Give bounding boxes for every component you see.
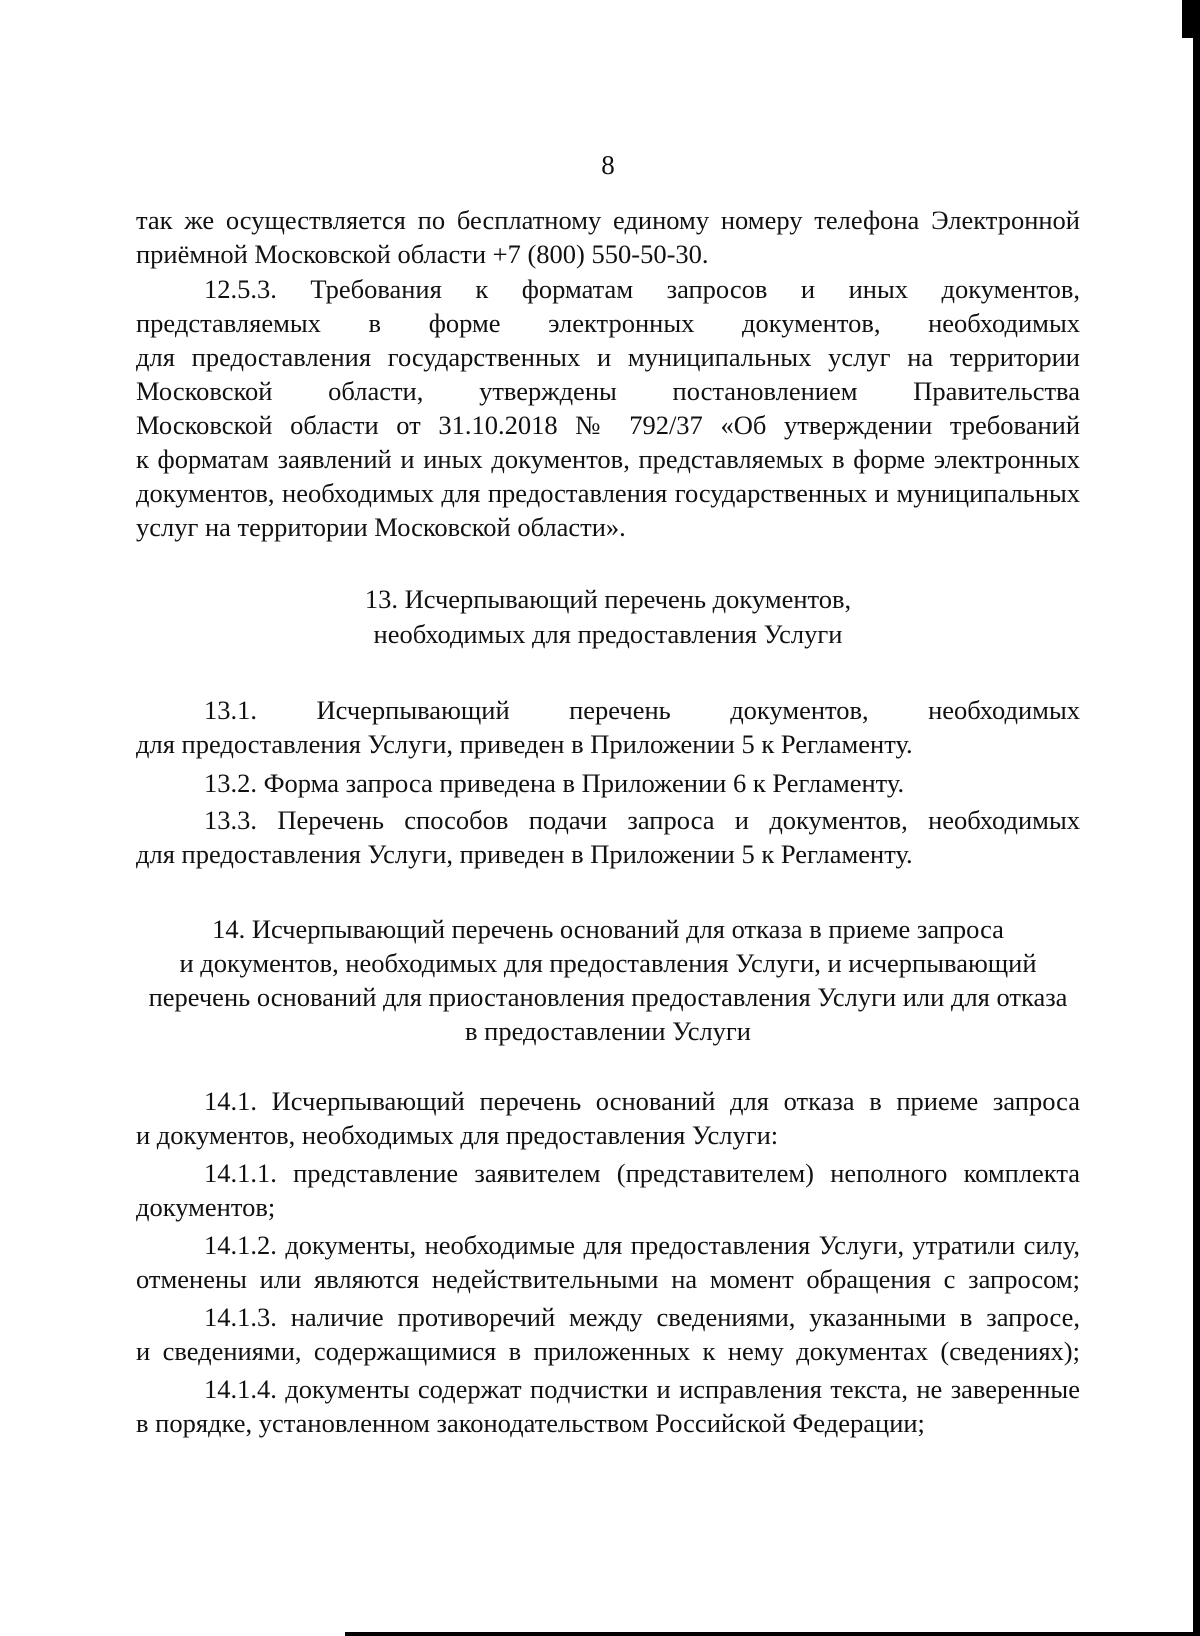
paragraph-line: документов, необходимых для предоставления государственных и муниципальных <box>136 478 1080 508</box>
paragraph-line: 14.1.1. представление заявителем (представителем) неполного комплекта <box>204 1158 1080 1188</box>
paragraph-line: 13.3. Перечень способов подачи запроса и документов, необходимых <box>204 805 1080 835</box>
paragraph-line: Московской области от 31.10.2018 № 792/37 «Об утверждении требований <box>136 410 1080 440</box>
paragraph-line: услуг на территории Московской области». <box>136 512 626 542</box>
section-heading-14: и документов, необходимых для предоставления Услуги, и исчерпывающий <box>179 948 1037 978</box>
paragraph-line: документов; <box>136 1192 276 1222</box>
paragraph-line: в порядке, установленном законодательством Российской Федерации; <box>136 1408 925 1438</box>
scan-edge-bottom <box>345 1632 1200 1636</box>
paragraph-line: для предоставления Услуги, приведен в Приложении 5 к Регламенту. <box>136 839 913 869</box>
paragraph-line: 14.1. Исчерпывающий перечень оснований для отказа в приеме запроса <box>204 1086 1080 1116</box>
paragraph-line: 14.1.3. наличие противоречий между сведениями, указанными в запросе, <box>204 1302 1080 1332</box>
page-number: 8 <box>601 150 615 180</box>
paragraph-line: и сведениями, содержащимися в приложенных к нему документах (сведениях); <box>136 1336 1080 1366</box>
paragraph-line: 13.1. Исчерпывающий перечень документов, необходимых <box>204 695 1080 725</box>
paragraph-line: представляемых в форме электронных документов, необходимых <box>136 308 1080 338</box>
section-heading-14: перечень оснований для приостановления предоставления Услуги или для отказа <box>148 982 1068 1012</box>
section-heading-13: 13. Исчерпывающий перечень документов, <box>364 584 852 614</box>
paragraph-line: 14.1.4. документы содержат подчистки и исправления текста, не заверенные <box>204 1374 1080 1404</box>
paragraph-line: и документов, необходимых для предоставления Услуги: <box>136 1120 779 1150</box>
paragraph-line: 13.2. Форма запроса приведена в Приложении 6 к Регламенту. <box>204 768 905 798</box>
paragraph-line: для предоставления Услуги, приведен в Приложении 5 к Регламенту. <box>136 729 913 759</box>
paragraph-line: отменены или являются недействительными на момент обращения с запросом; <box>136 1264 1080 1294</box>
paragraph-line: Московской области, утверждены постановлением Правительства <box>136 376 1080 406</box>
paragraph-line: для предоставления государственных и муниципальных услуг на территории <box>136 342 1080 372</box>
section-heading-13: необходимых для предоставления Услуги <box>373 619 843 649</box>
scan-edge-right <box>1193 0 1200 1636</box>
paragraph-line: 12.5.3. Требования к форматам запросов и иных документов, <box>204 274 1080 304</box>
paragraph-line: так же осуществляется по бесплатному единому номеру телефона Электронной <box>136 205 1080 235</box>
paragraph-line: приёмной Московской области +7 (800) 550-50-30. <box>136 239 709 269</box>
section-heading-14: в предоставлении Услуги <box>465 1016 751 1046</box>
section-heading-14: 14. Исчерпывающий перечень оснований для отказа в приеме запроса <box>212 914 1004 944</box>
paragraph-line: 14.1.2. документы, необходимые для предоставления Услуги, утратили силу, <box>204 1230 1080 1260</box>
paragraph-line: к форматам заявлений и иных документов, представляемых в форме электронных <box>136 444 1080 474</box>
